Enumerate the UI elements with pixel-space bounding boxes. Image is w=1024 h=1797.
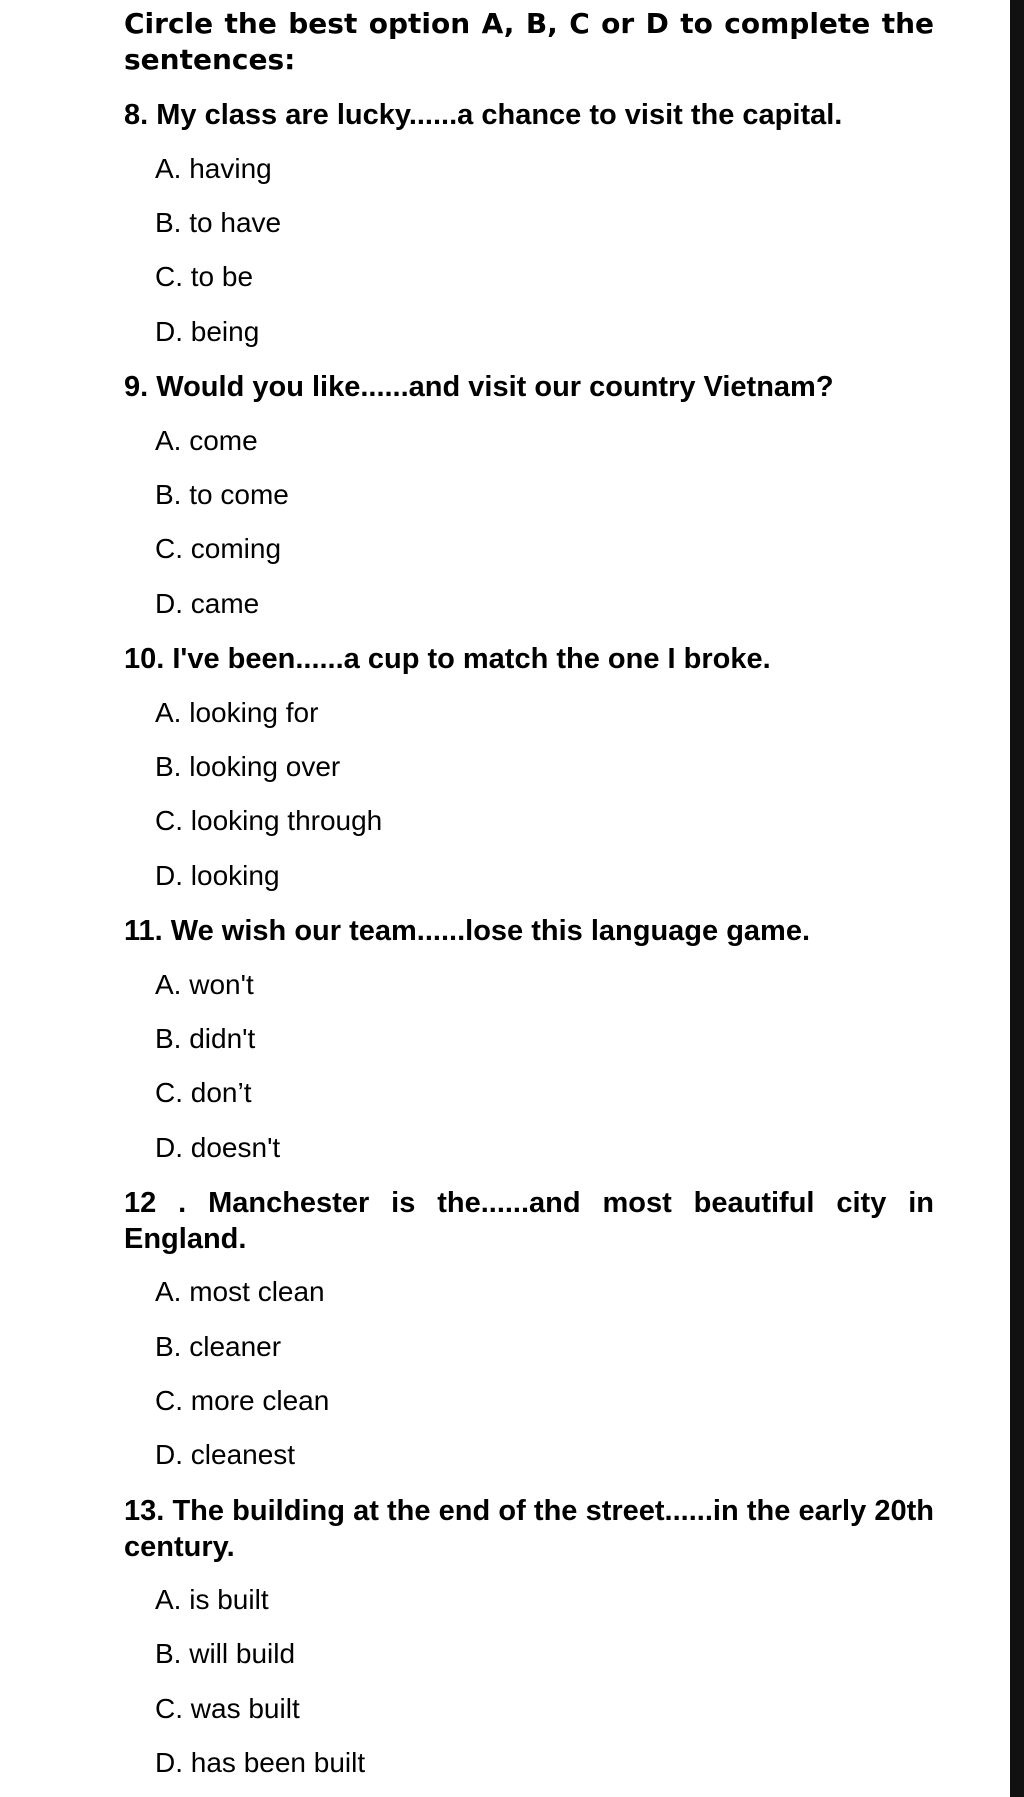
q12-option-d: D. cleanest: [155, 1439, 296, 1470]
q11-option-c: C. don’t: [155, 1077, 252, 1108]
q10-option-b: B. looking over: [155, 751, 341, 782]
q11-option-d: D. doesn't: [155, 1132, 281, 1163]
q8-option-d: D. being: [155, 316, 260, 347]
question-13: 13. The building at the end of the street......in the early 20th century.: [124, 1495, 934, 1563]
q8-option-b: B. to have: [155, 207, 282, 238]
q10-option-d: D. looking: [155, 860, 280, 891]
q13-option-c: C. was built: [155, 1693, 300, 1724]
q11-option-b: B. didn't: [155, 1023, 256, 1054]
q10-option-a: A. looking for: [155, 697, 319, 728]
q13-option-d: D. has been built: [155, 1747, 366, 1778]
q12-option-a: A. most clean: [155, 1276, 325, 1307]
question-12: 12 . Manchester is the......and most beautiful city in England.: [124, 1187, 934, 1255]
q12-option-c: C. more clean: [155, 1385, 330, 1416]
q12-option-b: B. cleaner: [155, 1331, 282, 1362]
right-edge-bar: [1010, 0, 1024, 1797]
q9-option-a: A. come: [155, 425, 258, 456]
question-10: 10. I've been......a cup to match the one I broke.: [124, 643, 771, 675]
question-8: 8. My class are lucky......a chance to visit the capital.: [124, 99, 843, 131]
q8-option-a: A. having: [155, 153, 272, 184]
q13-option-a: A. is built: [155, 1584, 269, 1615]
question-11: 11. We wish our team......lose this language game.: [124, 915, 811, 947]
question-9: 9. Would you like......and visit our country Vietnam?: [124, 371, 834, 403]
q11-option-a: A. won't: [155, 969, 254, 1000]
q9-option-d: D. came: [155, 588, 260, 619]
q10-option-c: C. looking through: [155, 805, 383, 836]
q13-option-b: B. will build: [155, 1638, 296, 1669]
q9-option-c: C. coming: [155, 533, 282, 564]
instruction-text: Circle the best option A, B, C or D to complete the sentences:: [124, 7, 934, 76]
q9-option-b: B. to come: [155, 479, 289, 510]
q8-option-c: C. to be: [155, 261, 254, 292]
